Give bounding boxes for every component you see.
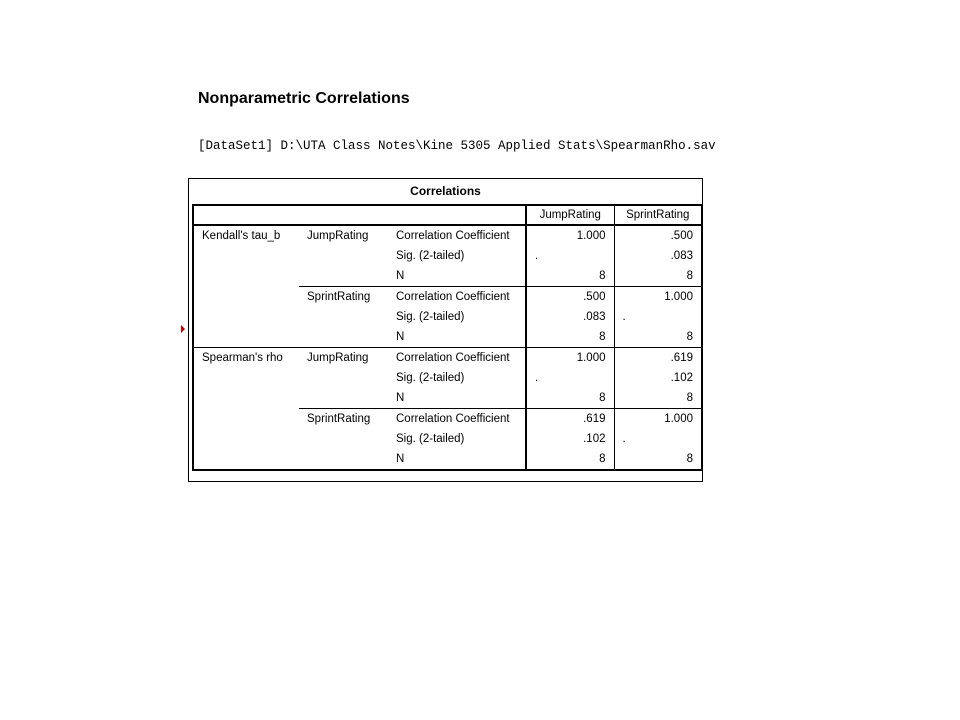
variable-label: JumpRating xyxy=(307,230,369,242)
variable-label xyxy=(299,388,388,409)
statistic-label: Correlation Coefficient xyxy=(396,230,510,242)
value-jumprating: 8 xyxy=(526,388,614,409)
method-label xyxy=(193,368,299,388)
value-sprintrating: .500 xyxy=(614,225,702,246)
value-jumprating: 1.000 xyxy=(526,348,614,369)
statistic-label: N xyxy=(396,270,405,282)
variable-label xyxy=(299,266,388,287)
variable-label xyxy=(299,327,388,348)
page-title: Nonparametric Correlations xyxy=(198,90,410,107)
method-label xyxy=(193,388,299,409)
value-jumprating: 8 xyxy=(526,449,614,470)
statistic-label: Correlation Coefficient xyxy=(388,287,526,308)
value-jumprating: .619 xyxy=(526,409,614,430)
variable-label xyxy=(299,307,388,327)
value-jumprating: . xyxy=(526,246,614,266)
table-row xyxy=(193,429,702,449)
table-row xyxy=(193,409,702,430)
statistic-label: Sig. (2-tailed) xyxy=(396,372,465,384)
table-row xyxy=(193,449,702,470)
value-jumprating: .102 xyxy=(526,429,614,449)
value-sprintrating: 8 xyxy=(614,266,702,287)
variable-label xyxy=(299,449,388,470)
value-jumprating: .500 xyxy=(526,287,614,308)
header-empty-cell xyxy=(193,205,299,225)
variable-label: JumpRating xyxy=(299,348,388,369)
table-row xyxy=(193,266,702,287)
table-title: Correlations xyxy=(410,184,481,198)
method-label xyxy=(193,327,299,348)
value-sprintrating: . xyxy=(614,429,702,449)
value-sprintrating: 1.000 xyxy=(614,409,702,430)
table-row xyxy=(193,348,702,369)
statistic-label: Sig. (2-tailed) xyxy=(396,250,465,262)
dataset-path: [DataSet1] D:\UTA Class Notes\Kine 5305 Applied Stats\SpearmanRho.sav xyxy=(198,139,716,153)
column-header-row xyxy=(193,205,702,225)
table-row xyxy=(193,287,702,308)
method-label xyxy=(193,449,299,470)
method-label: Kendall's tau_b xyxy=(202,230,281,242)
header-empty-cell xyxy=(388,205,526,225)
table-row xyxy=(193,246,702,266)
method-label xyxy=(193,429,299,449)
value-sprintrating: 8 xyxy=(614,449,702,470)
table-row xyxy=(193,368,702,388)
column-header-sprintrating: SprintRating xyxy=(614,205,702,225)
value-sprintrating: .102 xyxy=(614,368,702,388)
variable-label xyxy=(299,246,388,266)
value-jumprating: 1.000 xyxy=(526,225,614,246)
header-empty-cell xyxy=(299,205,388,225)
statistic-label: N xyxy=(396,392,405,404)
variable-label xyxy=(299,368,388,388)
method-label xyxy=(193,287,299,308)
statistic-label: Sig. (2-tailed) xyxy=(396,311,465,323)
method-label xyxy=(193,266,299,287)
variable-label xyxy=(299,429,388,449)
value-sprintrating: .083 xyxy=(614,246,702,266)
value-sprintrating: .619 xyxy=(614,348,702,369)
correlations-table[interactable] xyxy=(192,204,703,471)
table-row xyxy=(193,327,702,348)
statistic-label: Sig. (2-tailed) xyxy=(396,433,465,445)
value-jumprating: 8 xyxy=(526,266,614,287)
value-jumprating: .083 xyxy=(526,307,614,327)
output-selection-arrow-icon[interactable] xyxy=(181,325,185,333)
statistic-label: N xyxy=(396,453,405,465)
method-label xyxy=(193,246,299,266)
value-sprintrating: 8 xyxy=(614,327,702,348)
variable-label: SprintRating xyxy=(299,409,388,430)
value-jumprating: 8 xyxy=(526,327,614,348)
method-label: Spearman's rho xyxy=(193,348,299,369)
value-sprintrating: 8 xyxy=(614,388,702,409)
value-sprintrating: . xyxy=(614,307,702,327)
value-sprintrating: 1.000 xyxy=(614,287,702,308)
method-label xyxy=(193,409,299,430)
statistic-label: Correlation Coefficient xyxy=(388,409,526,430)
statistic-label: N xyxy=(396,331,405,343)
value-jumprating: . xyxy=(526,368,614,388)
method-label xyxy=(193,307,299,327)
table-row xyxy=(193,388,702,409)
column-header-jumprating: JumpRating xyxy=(526,205,614,225)
statistic-label: Correlation Coefficient xyxy=(388,348,526,369)
table-row xyxy=(193,225,702,246)
table-row xyxy=(193,307,702,327)
variable-label: SprintRating xyxy=(299,287,388,308)
